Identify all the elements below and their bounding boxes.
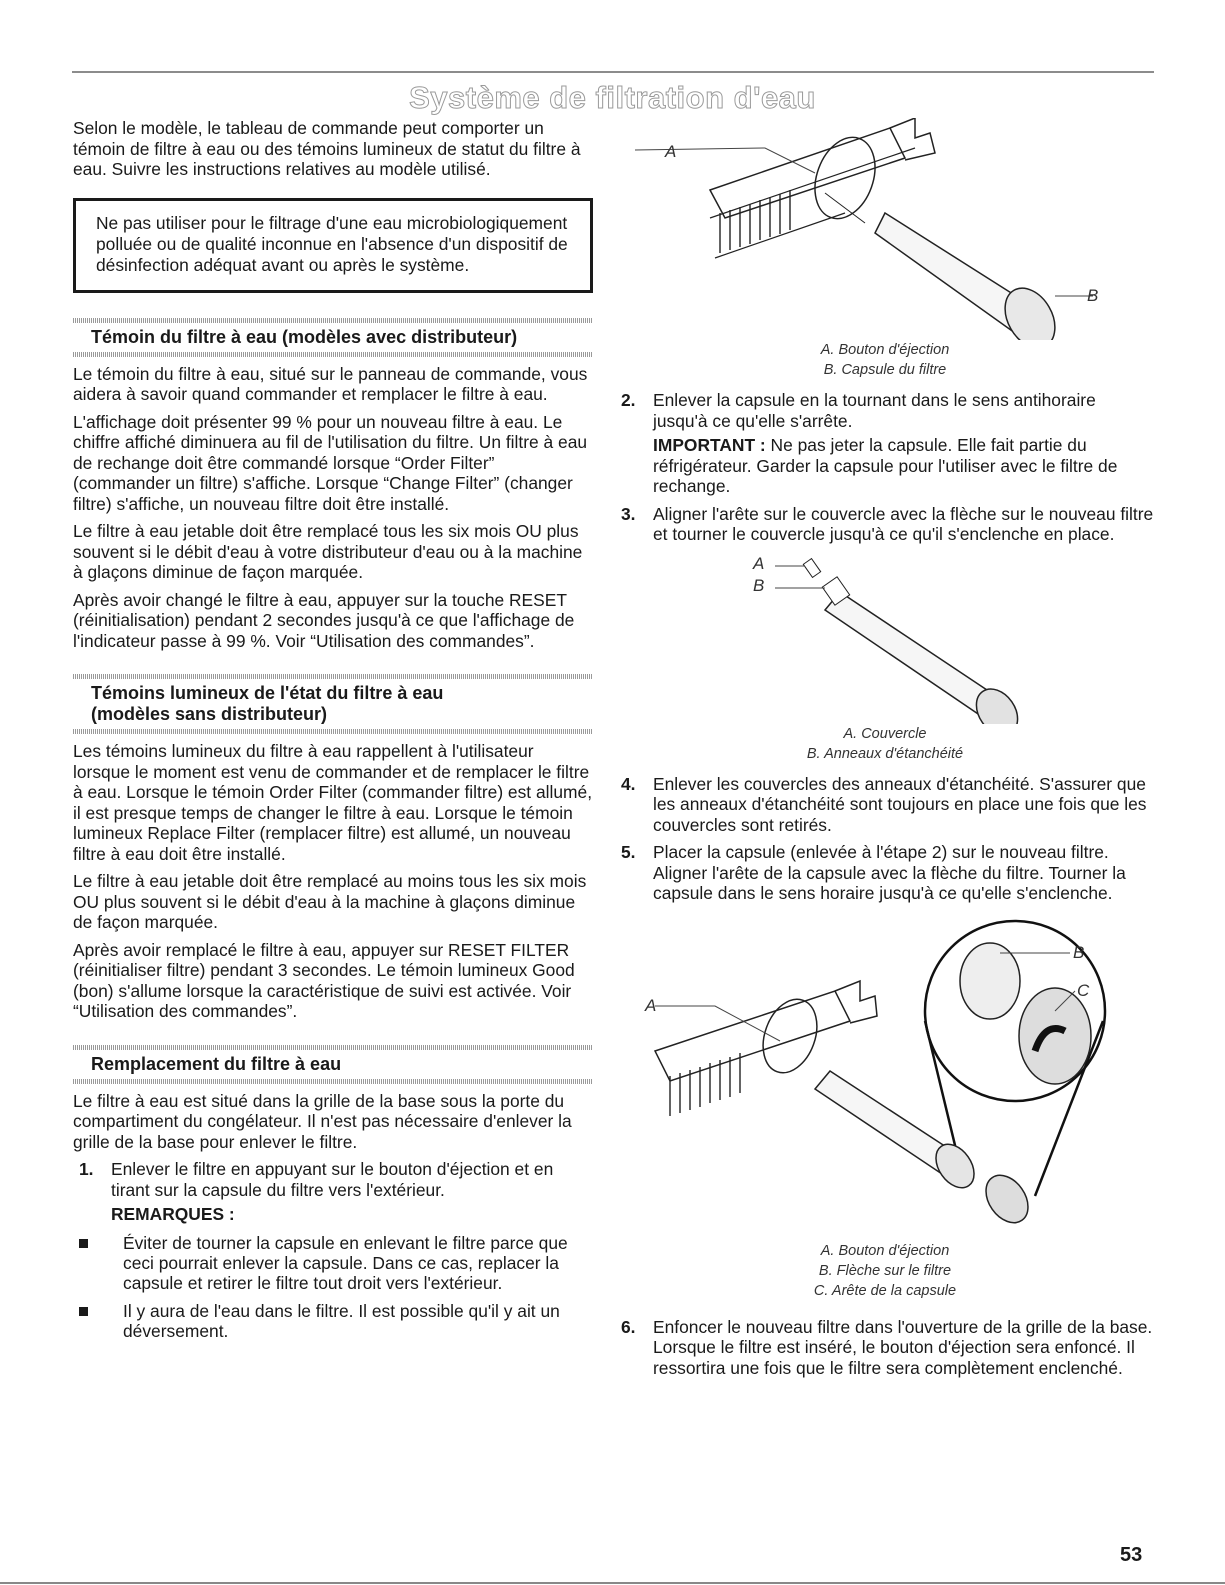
intro-paragraph: Selon le modèle, le tableau de commande peut comporter un témoin de filtre à eau ou des témoins lumineux de statut du filtre à eau. Suivre les instructions relatives au modèle utilisé. <box>73 118 581 179</box>
figure-caption <box>615 1241 1155 1301</box>
important-text: Ne pas jeter la capsule. Elle fait partie du réfrigérateur. Garder la capsule pour l'utiliser avec le filtre de rechange. <box>653 435 1118 496</box>
bottom-rule <box>0 1582 1225 1584</box>
step-5 <box>615 842 1155 904</box>
paragraph: Après avoir remplacé le filtre à eau, appuyer sur RESET FILTER (réinitialiser filtre) pendant 3 secondes. Le témoin lumineux Good (bon) s'allume lorsque la caractéristique de suivi est activée. Voir “Utilisation des commandes”. <box>73 939 575 1021</box>
step-text: Enfoncer le nouveau filtre dans l'ouverture de la grille de la base. Lorsque le filtre est inséré, le bouton d'éjection sera enfoncé. Il ressortira une fois que le filtre sera complètement enclenché. <box>653 1316 1153 1378</box>
step-6 <box>615 1317 1155 1379</box>
notes-label: REMARQUES : <box>111 1204 235 1224</box>
step-4 <box>615 774 1155 836</box>
right-column <box>615 118 1155 1385</box>
new-filter-illustration <box>615 552 1155 724</box>
heading-line: Témoins lumineux de l'état du filtre à eau <box>91 683 444 703</box>
step-number: 6. <box>621 1316 636 1337</box>
bullet-item: Éviter de tourner la capsule en enlevant le filtre parce que ceci pourrait enlever la capsule. Dans ce cas, replacer la capsule et retirer le filtre tout droit vers l'extérieur. <box>73 1233 593 1293</box>
important-label: IMPORTANT : <box>653 435 766 455</box>
paragraph: Le filtre à eau jetable doit être remplacé au moins tous les six mois OU plus souvent si le débit d'eau à la machine à glaçons diminue de façon marquée. <box>73 871 587 932</box>
figure-label-b: B <box>1087 286 1099 305</box>
step-3 <box>615 504 1155 545</box>
bullet-item: Il y aura de l'eau dans le filtre. Il est possible qu'il y ait un déversement. <box>73 1301 593 1341</box>
figure-label-c: C <box>1077 980 1090 1000</box>
step-number: 1. <box>79 1159 94 1179</box>
figure-new-filter <box>615 552 1155 724</box>
caption-line: C. Arête de la capsule <box>813 1282 957 1299</box>
step-number: 3. <box>621 503 636 524</box>
step-text: Enlever les couvercles des anneaux d'étanchéité. S'assurer que les anneaux d'étanchéité sont toujours en place une fois que les couvercles sont retirés. <box>653 773 1147 835</box>
caption-line: B. Anneaux d'étanchéité <box>806 745 964 762</box>
page-title: Système de filtration d'eau <box>409 80 816 115</box>
top-rule <box>72 71 1154 73</box>
caption-line: A. Bouton d'éjection <box>820 342 950 358</box>
step-number: 5. <box>621 842 636 862</box>
step-text: Placer la capsule (enlevée à l'étape 2) sur le nouveau filtre. Aligner l'arête de la capsule avec la flèche du filtre. Tourner la capsule dans le sens horaire jusqu'à ce qu'elle s'enclenche. <box>653 842 1126 903</box>
step-number: 4. <box>621 773 636 794</box>
figure-label-b: B <box>753 575 765 595</box>
step-1 <box>73 1159 593 1225</box>
caption-line: B. Flèche sur le filtre <box>818 1262 952 1279</box>
figure-label-b: B <box>1073 942 1085 962</box>
figure-cap-alignment <box>615 911 1155 1241</box>
step-number: 2. <box>621 390 636 410</box>
figure-label-a: A <box>665 142 677 161</box>
step-text: Aligner l'arête sur le couvercle avec la flèche sur le nouveau filtre et tourner le couvercle jusqu'à ce qu'il s'enclenche en place. <box>653 503 1154 544</box>
figure-eject-filter <box>615 118 1155 340</box>
caption-line: A. Bouton d'éjection <box>820 1242 950 1259</box>
paragraph: L'affichage doit présenter 99 % pour un nouveau filtre à eau. Le chiffre affiché diminuera au fil de l'utilisation du filtre. Un filtre à eau de rechange doit être commandé lorsque “Order Filter” (commander un filtre) s'affiche. Lorsque “Change Filter” (changer filtre) s'affiche, un nouveau filtre doit être installé. <box>73 411 588 514</box>
left-column <box>73 118 593 1349</box>
step-text: Enlever la capsule en la tournant dans le sens antihoraire jusqu'à ce qu'elle s'arrête. <box>653 390 1096 431</box>
caption-line: A. Couvercle <box>843 725 927 742</box>
section-heading-filter-indicator: Témoin du filtre à eau (modèles avec distributeur) <box>73 323 593 352</box>
paragraph: Le filtre à eau est situé dans la grille de la base sous la porte du compartiment du congélateur. Il n'est pas nécessaire d'enlever la grille de la base pour enlever le filtre. <box>73 1090 572 1152</box>
figure-caption <box>615 724 1155 764</box>
section-heading-replacement: Remplacement du filtre à eau <box>73 1050 593 1079</box>
filter-eject-illustration <box>615 118 1155 340</box>
figure-label-a: A <box>645 995 657 1015</box>
paragraph: Le filtre à eau jetable doit être remplacé tous les six mois OU plus souvent si le débit d'eau à votre distributeur d'eau ou à la machine à glaçons diminue de façon marquée. <box>73 521 583 582</box>
paragraph: Après avoir changé le filtre à eau, appuyer sur la touche RESET (réinitialisation) pendant 2 secondes jusqu'à ce que l'affichage de l'indicateur passe à 99 %. Voir “Utilisation des commandes”. <box>73 589 575 651</box>
caption-line: B. Capsule du filtre <box>823 362 947 378</box>
paragraph: Les témoins lumineux du filtre à eau rappellent à l'utilisateur lorsque le moment est venu de commander et de remplacer le filtre à eau. Lorsque le témoin Order Filter (commander filtre) est allumé, il est presque temps de changer le filtre à eau. Lorsque le témoin lumineux Replace Filter (remplacer filtre) est allumé, un nouveau filtre à eau doit être installé. <box>73 741 593 864</box>
paragraph: Le témoin du filtre à eau, situé sur le panneau de commande, vous aidera à savoir quand commander et remplacer le filtre à eau. <box>73 363 588 404</box>
step-2 <box>615 390 1155 497</box>
figure-label-a: A <box>753 553 765 573</box>
warning-box: Ne pas utiliser pour le filtrage d'une eau microbiologiquement polluée ou de qualité inconnue en l'absence d'un dispositif de désinfection adéquat avant ou après le système. <box>73 198 593 293</box>
figure-caption <box>615 340 1155 380</box>
important-note <box>653 435 1155 497</box>
page-number: 53 <box>1120 1544 1143 1566</box>
heading-line: (modèles sans distributeur) <box>91 704 328 724</box>
section-heading-status-lights <box>73 679 593 729</box>
step-text: Enlever le filtre en appuyant sur le bouton d'éjection et en tirant sur la capsule du filtre vers l'extérieur. <box>111 1159 554 1200</box>
